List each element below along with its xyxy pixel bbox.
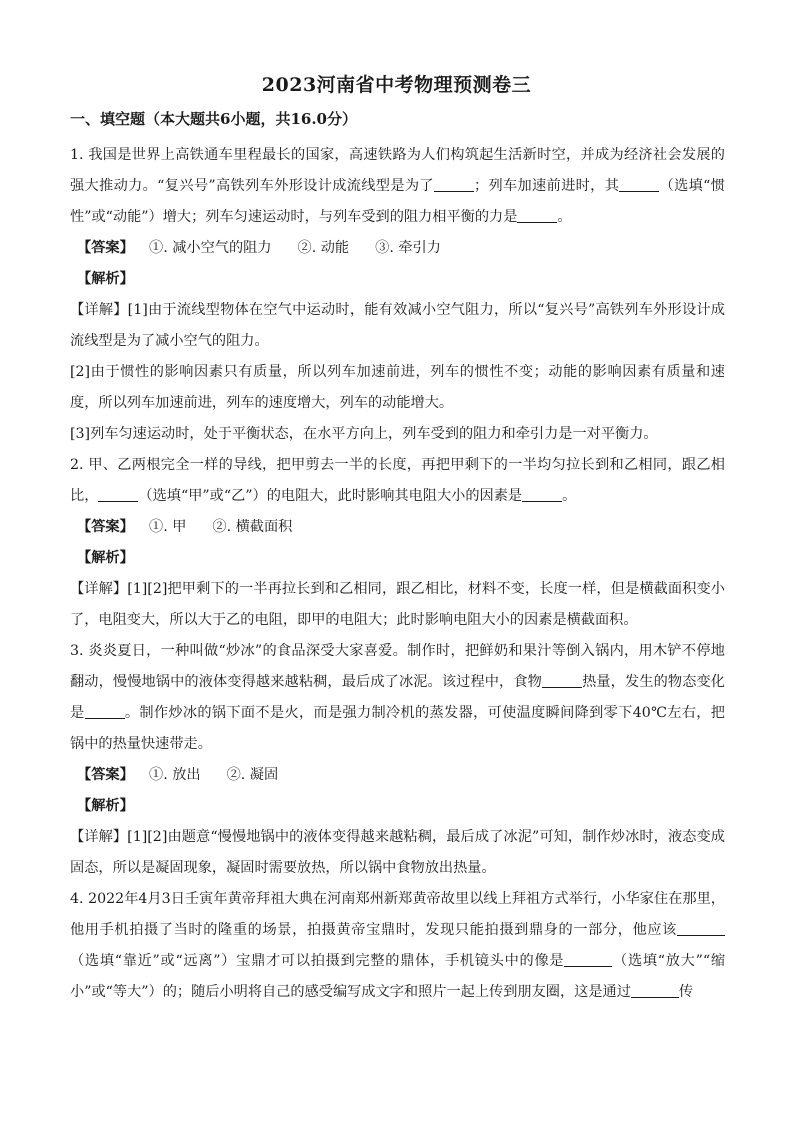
question-4: [70, 884, 725, 1008]
detail-tag: 【详解】: [70, 581, 128, 597]
detail-1-1: [70, 295, 725, 357]
detail-text: [1][2]由题意“慢慢地锅中的液体变得越来越粘稠，最后成了冰泥”可知，制作炒冰时，液态变成固态，所以是凝固现象，凝固时需要放热，所以锅中食物放出热量。: [70, 829, 725, 876]
question-3: [70, 636, 725, 760]
document-title: 2023河南省中考物理预测卷三: [261, 74, 532, 96]
answer-item: ②. 凝固: [226, 767, 279, 783]
question-3-text-b: 热量，发生的物态变化是: [70, 674, 725, 721]
answer-tag: 【答案】: [77, 519, 134, 535]
detail-tag: 【详解】: [70, 302, 128, 318]
section-heading: 一、填空题（本大题共6小题，共16.0分）: [70, 110, 357, 128]
question-3-text-a: 3. 炎炎夏日，一种叫做“炒冰”的食品深受大家喜爱。制作时，把鲜奶和果汁等倒入锅内，用木铲不停地翻动，慢慢地锅中的液体变得越来越粘稠，最后成了冰泥。该过程中，食物: [70, 643, 725, 690]
question-1: [70, 140, 725, 233]
question-2: [70, 450, 725, 512]
question-1-text-b: ；列车加速前进时，其: [473, 178, 620, 194]
question-1-text-a: 1. 我国是世界上高铁通车里程最长的国家，高速铁路为人们构筑起生活新时空，并成为经济社会发展的强大推动力。“复兴号”高铁列车外形设计成流线型是为了: [70, 147, 725, 194]
question-4-text-c: （选填“放大”“缩小”或“等大”）的；随后小明将自己的感受编写成文字和照片一起上传到朋友圈，这是通过: [70, 953, 726, 1000]
question-4-text-d: 传: [678, 984, 694, 1000]
question-4-text-b: （选填“靠近”或“远离”）宝鼎才可以拍摄到完整的鼎体，手机镜头中的像是: [70, 953, 565, 969]
question-2-text-a: 2. 甲、乙两根完全一样的导线，把甲剪去一半的长度，再把甲剩下的一半均匀拉长到和乙相同，跟乙相比，: [70, 457, 725, 504]
question-2-text-c: 。: [562, 488, 577, 504]
question-1-text-c: （选填“惯性”或“动能”）增大；列车匀速运动时，与列车受到的阻力相平衡的力是: [70, 178, 725, 225]
question-2-text-b: （选填“甲”或“乙”）的电阻大，此时影响其电阻大小的因素是: [138, 488, 523, 504]
answer-item: ③. 牵引力: [375, 240, 441, 256]
detail-2-1: [70, 574, 725, 636]
blank: [631, 981, 679, 998]
blank: [98, 485, 138, 502]
analysis-tag: 【解析】: [77, 550, 134, 566]
question-4-text-a: 4. 2022年4月3日壬寅年黄帝拜祖大典在河南郑州新郑黄帝故里以线上拜祖方式举行，小华家住在那里，他用手机拍摄了当时的隆重的场景，拍摄黄帝宝鼎时，发现只能拍摄到鼎身的一部分，他应该: [70, 891, 725, 938]
answer-item: ①. 放出: [149, 767, 201, 783]
blank: [564, 950, 612, 967]
answer-item: ②. 动能: [297, 240, 350, 256]
answer-tag: 【答案】: [77, 767, 134, 783]
blank: [85, 702, 125, 719]
analysis-tag: 【解析】: [77, 271, 134, 287]
blank: [542, 671, 582, 688]
detail-tag: 【详解】: [70, 829, 128, 845]
detail-1-2: [2]由于惯性的影响因素只有质量，所以列车加速前进，列车的惯性不变；动能的影响因素有质量和速度，所以列车加速前进，列车的速度增大，列车的动能增大。: [70, 364, 725, 411]
answer-item: ①. 甲: [149, 519, 187, 535]
blank: [522, 485, 562, 502]
answer-row-1: [70, 233, 725, 264]
question-list: [70, 140, 725, 1008]
blank: [517, 206, 557, 223]
answer-row-3: [70, 760, 725, 791]
detail-text: [1][2]把甲剩下的一半再拉长到和乙相同，跟乙相比，材料不变，长度一样，但是横截面积变小了，电阻变大，所以大于乙的电阻，即甲的电阻大；此时影响电阻大小的因素是横截面积。: [70, 581, 725, 628]
answer-tag: 【答案】: [77, 240, 134, 256]
blank: [619, 175, 659, 192]
detail-1-3: [3]列车匀速运动时，处于平衡状态，在水平方向上，列车受到的阻力和牵引力是一对平衡力。: [70, 426, 658, 442]
detail-3-1: [70, 822, 725, 884]
detail-text: [1]由于流线型物体在空气中运动时，能有效减小空气阻力，所以“复兴号”高铁列车外形设计成流线型是为了减小空气的阻力。: [70, 302, 725, 349]
analysis-tag: 【解析】: [77, 798, 134, 814]
blank: [677, 919, 725, 936]
question-1-text-d: 。: [557, 209, 572, 225]
answer-item: ②. 横截面积: [212, 519, 293, 535]
answer-item: ①. 减小空气的阻力: [149, 240, 272, 256]
answer-row-2: [70, 512, 725, 543]
question-3-text-c: 。制作炒冰的锅下面不是火，而是强力制冷机的蒸发器，可使温度瞬间降到零下40℃左右，把锅中的热量快速带走。: [70, 705, 725, 752]
blank: [434, 175, 474, 192]
